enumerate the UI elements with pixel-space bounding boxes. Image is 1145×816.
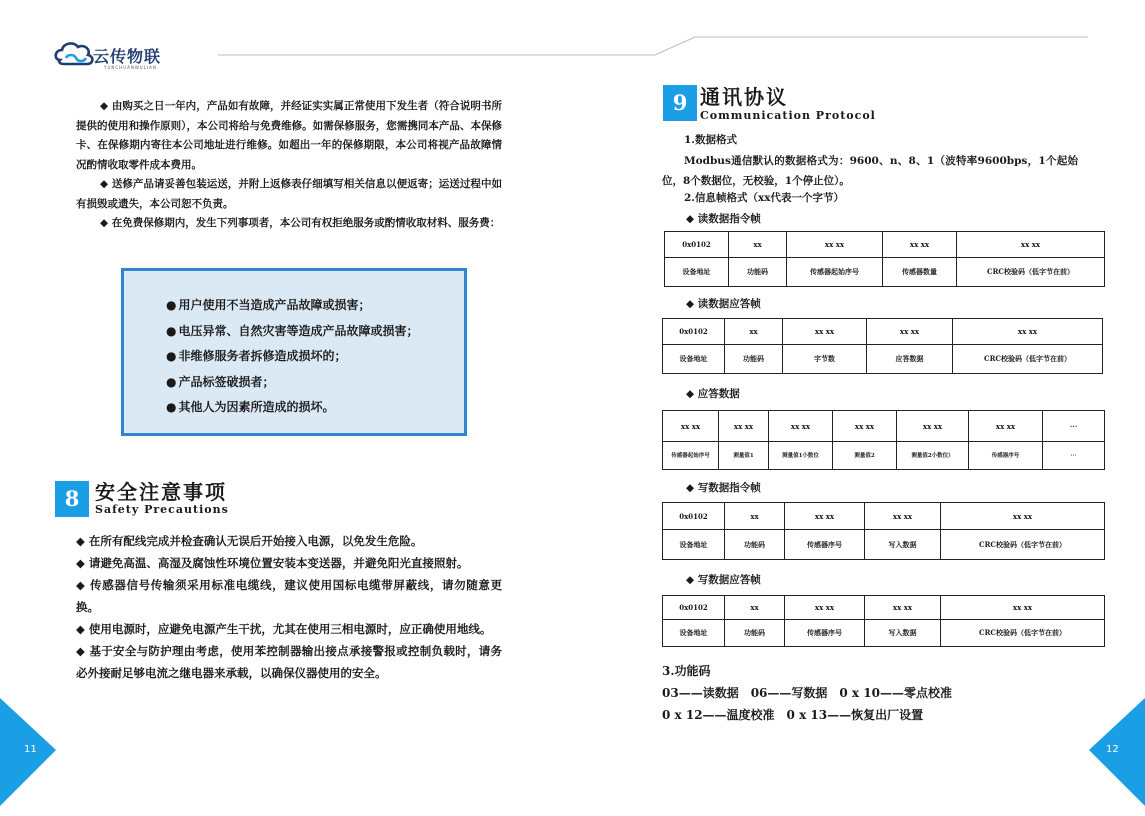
frame-cell: 测量值2 (833, 442, 897, 470)
frame-label: ◆ 应答数据 (686, 388, 740, 400)
frame-cell: 设备地址 (663, 345, 725, 374)
brand-tagline: YUNCHUANWULIAN (104, 65, 157, 70)
section-8-title-en: Safety Precautions (95, 503, 229, 516)
read-command-frame-table (664, 231, 1105, 287)
warranty-paragraph: ◆ 由购买之日一年内，产品如有故障，并经证实实属正常使用下发生者（符合说明书所提供的使用和操作原则），本公司将给与免费维修。如需保修服务，您需携同本产品、本保修卡、在保修期内寄往本公司地址进行维修。如超出一年的保修期限，本公司将视产品故障情况酌情收取零件成本费用。 (76, 100, 502, 171)
frame-cell: CRC校验码（低字节在前） (941, 530, 1105, 560)
write-response-frame-table (662, 595, 1105, 647)
frame-cell: 0x0102 (665, 232, 729, 258)
frame-cell: xx xx (883, 232, 957, 258)
frame-cell: xx xx (941, 596, 1105, 620)
frame-cell: 测量值1小数位 (769, 442, 833, 470)
page-number-left: 11 (24, 744, 37, 755)
frame-cell: 传感器序号 (785, 530, 865, 560)
page-corner-left (0, 698, 60, 816)
warranty-paragraph: ◆ 送修产品请妥善包装运送，并附上返修表仔细填写相关信息以便返寄；运送过程中如有损毁或遗失，本公司恕不负责。 (76, 178, 502, 210)
warranty-paragraph: ◆ 在免费保修期内，发生下列事项者，本公司有权拒绝服务或酌情收取材料、服务费： (100, 217, 501, 229)
frame-cell: xx xx (787, 232, 883, 258)
write-command-frame-table (662, 502, 1105, 560)
section-9-title-en: Communication Protocol (700, 109, 876, 122)
frame-cell: 0x0102 (663, 319, 725, 345)
frame-cell: 功能码 (725, 620, 785, 647)
page-number-right: 12 (1106, 744, 1119, 755)
section-8-title: 安全注意事项 (95, 480, 227, 504)
format-heading: 1.数据格式 (684, 134, 737, 146)
frame-cell: 传感器序号 (785, 620, 865, 647)
frame-cell: xx xx (785, 596, 865, 620)
exclusion-item: ● 产品标签破损者； (166, 370, 464, 396)
frame-cell: 传感器序号 (969, 442, 1043, 470)
frame-cell: xx xx (865, 596, 941, 620)
frame-cell: xx xx (783, 319, 867, 345)
frame-cell: xx (725, 503, 785, 530)
frame-cell: 0x0102 (663, 596, 725, 620)
frame-cell: xx xx (833, 411, 897, 442)
safety-item: ◆ 使用电源时，应避免电源产生干扰，尤其在使用三相电源时，应正确使用地线。 (76, 622, 492, 636)
frame-label: ◆ 读数据指令帧 (686, 213, 761, 225)
frame-cell: 传感器起始序号 (787, 258, 883, 287)
safety-item: ◆ 传感器信号传输须采用标准电缆线，建议使用国标电缆带屏蔽线，请勿随意更换。 (76, 578, 502, 614)
frame-cell: xx xx (785, 503, 865, 530)
frame-cell: 传感器起始序号 (663, 442, 719, 470)
format-text: Modbus通信默认的数据格式为：9600、n、8、1（波特率9600bps，1个起始位，8个数据位，无校验，1个停止位）。 (662, 155, 1078, 187)
frame-cell: xx xx (941, 503, 1105, 530)
frame-cell: xx xx (957, 232, 1105, 258)
frame-cell: 功能码 (725, 530, 785, 560)
read-response-frame-table (662, 318, 1103, 374)
frame-cell: ··· (1043, 442, 1105, 470)
frame-cell: 功能码 (729, 258, 787, 287)
function-code-line: 0 x 12——温度校准 0 x 13——恢复出厂设置 (662, 708, 924, 722)
frame-cell: 测量值2小数位） (897, 442, 969, 470)
function-code-line: 03——读数据 06——写数据 0 x 10——零点校准 (662, 686, 952, 700)
exclusion-item: ● 电压异常、自然灾害等造成产品故障或损害； (166, 319, 464, 345)
frame-cell: 传感器数量 (883, 258, 957, 287)
frame-heading: 2.信息帧格式（xx代表一个字节） (684, 192, 844, 204)
frame-cell: xx (725, 319, 783, 345)
frame-label: ◆ 写数据应答帧 (686, 574, 761, 586)
brand-name: 云传物联 (93, 47, 162, 66)
frame-cell: 写入数据 (865, 620, 941, 647)
warranty-exclusions-box (121, 268, 467, 436)
frame-cell: xx xx (953, 319, 1103, 345)
frame-cell: xx xx (897, 411, 969, 442)
frame-cell: 0x0102 (663, 503, 725, 530)
section-8-number: 8 (55, 481, 89, 517)
page-corner-right (1085, 698, 1145, 816)
frame-cell: xx xx (719, 411, 769, 442)
frame-cell: xx xx (769, 411, 833, 442)
frame-cell: xx (729, 232, 787, 258)
frame-cell: xx (725, 596, 785, 620)
frame-cell: xx xx (867, 319, 953, 345)
frame-cell: 字节数 (783, 345, 867, 374)
frame-cell: xx xx (969, 411, 1043, 442)
frame-cell: xx xx (663, 411, 719, 442)
frame-cell: CRC校验码（低字节在前） (953, 345, 1103, 374)
frame-cell: 功能码 (725, 345, 783, 374)
section-9-number: 9 (663, 85, 697, 121)
exclusion-item: ● 用户使用不当造成产品故障或损害； (166, 293, 464, 319)
response-data-frame-table (662, 410, 1105, 470)
safety-item: ◆ 在所有配线完成并检查确认无误后开始接入电源，以免发生危险。 (76, 534, 423, 548)
frame-cell: 设备地址 (665, 258, 729, 287)
exclusion-item: ● 其他人为因素所造成的损坏。 (166, 395, 464, 421)
frame-cell: 设备地址 (663, 620, 725, 647)
frame-label: ◆ 读数据应答帧 (686, 298, 761, 310)
exclusion-item: ● 非维修服务者拆修造成损坏的； (166, 344, 464, 370)
frame-cell: CRC校验码（低字节在前） (957, 258, 1105, 287)
frame-cell: 测量值1 (719, 442, 769, 470)
frame-cell: 应答数据 (867, 345, 953, 374)
frame-label: ◆ 写数据指令帧 (686, 482, 761, 494)
safety-list (76, 530, 502, 684)
safety-item: ◆ 基于安全与防护理由考虑，使用苯控制器输出接点承接警报或控制负载时，请务必外接耐足够电流之继电器来承载，以确保仪器使用的安全。 (76, 644, 502, 680)
safety-item: ◆ 请避免高温、高湿及腐蚀性环境位置安装本变送器，并避免阳光直接照射。 (76, 556, 469, 570)
frame-cell: ··· (1043, 411, 1105, 442)
frame-cell: 设备地址 (663, 530, 725, 560)
function-code-heading: 3.功能码 (662, 664, 711, 678)
frame-cell: 写入数据 (865, 530, 941, 560)
section-9-title: 通讯协议 (700, 85, 788, 109)
frame-cell: CRC校验码（低字节在前） (941, 620, 1105, 647)
warranty-text (76, 97, 502, 234)
frame-cell: xx xx (865, 503, 941, 530)
